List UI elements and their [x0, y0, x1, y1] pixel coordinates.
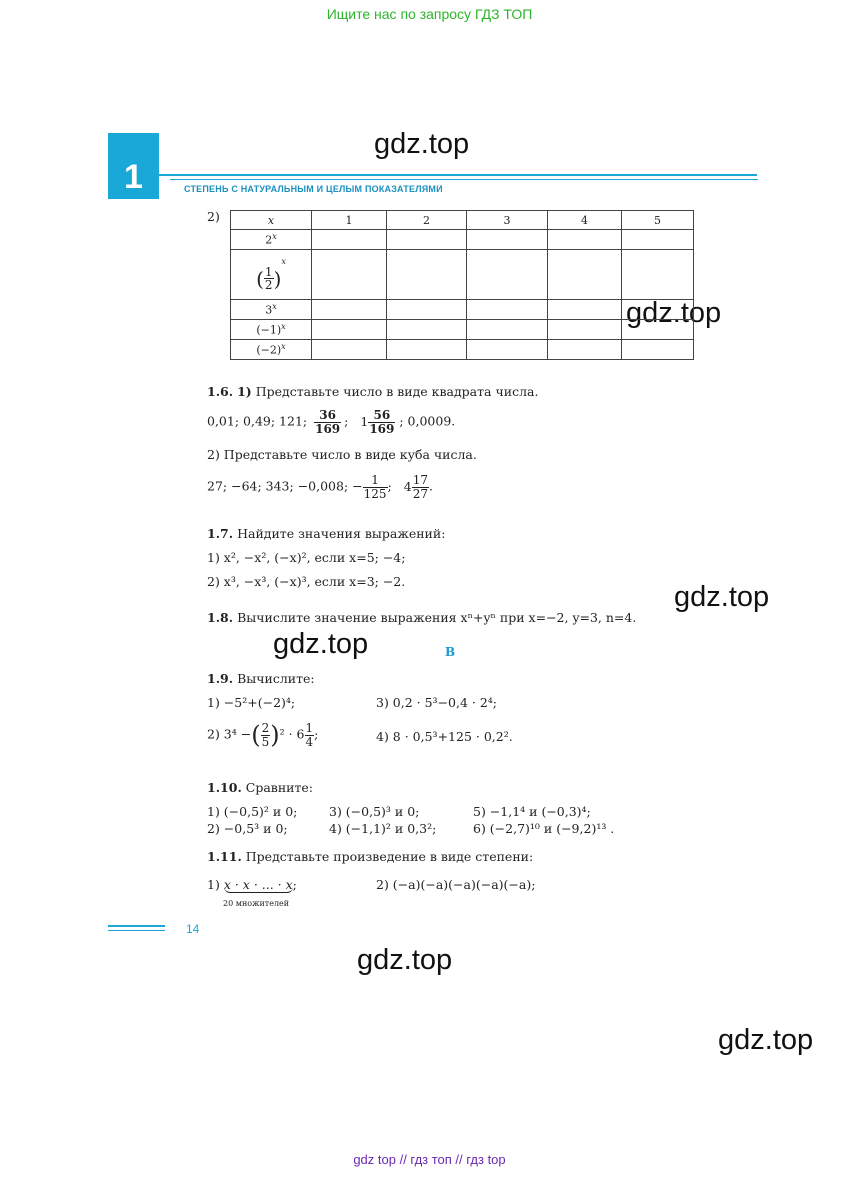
- exercise-1-9-item3: 3) 0,2 · 5³−0,4 · 2⁴;: [376, 695, 498, 710]
- table-header-cell: x: [231, 211, 312, 230]
- exercise-1-9-item4: 4) 8 · 0,5³+125 · 0,2².: [376, 729, 513, 744]
- watermark: gdz.top: [626, 297, 722, 329]
- table-row-label: ( $\frac{1}{2}$ )$^x$: [231, 250, 312, 300]
- exercise-1-7-line1: 1) x², −x², (−x)², если x=5; −4;: [207, 550, 406, 565]
- brace-caption: 20 множителей: [223, 899, 290, 908]
- exercise-1-6-part2: 2) Представьте число в виде куба числа.: [207, 447, 477, 462]
- footer-rule: [108, 930, 165, 931]
- exercise-1-8: 1.8. Вычислите значение выражения xⁿ+yⁿ при x=−2, y=3, n=4.: [207, 610, 637, 625]
- chapter-title: СТЕПЕНЬ С НАТУРАЛЬНЫМ И ЦЕЛЫМ ПОКАЗАТЕЛЯМИ: [184, 184, 443, 194]
- exercise-1-11-item1: 1) x · x · ... · x;: [207, 877, 297, 892]
- difficulty-level-label: B: [445, 645, 456, 659]
- exercise-1-9-item2: 2) 3⁴ −( $\frac{2}{5}$ )² · 6 $\frac{1}{4}$ ;: [207, 721, 319, 750]
- top-banner[interactable]: Ищите нас по запросу ГДЗ ТОП: [326, 6, 533, 22]
- watermark: gdz.top: [718, 1024, 814, 1056]
- table-header-cell: 2: [387, 211, 467, 230]
- chapter-number-badge: 1: [108, 133, 159, 199]
- exercise-1-11-heading: 1.11. Представьте произведение в виде степени:: [207, 849, 534, 864]
- exercise-1-10-item2: 2) −0,5³ и 0;: [207, 821, 288, 836]
- watermark: gdz.top: [357, 944, 453, 976]
- watermark: gdz.top: [273, 628, 369, 660]
- exercise-1-10-heading: 1.10. Сравните:: [207, 780, 314, 795]
- values-table: [230, 210, 694, 360]
- exercise-1-11-item2: 2) (−a)(−a)(−a)(−a)(−a);: [376, 877, 536, 892]
- exercise-1-6-line2: 27; −64; 343; −0,008; − $\frac{1}{125}$ ; 4 $\frac{17}{27}$ .: [207, 473, 433, 501]
- exercise-1-10-item1: 1) (−0,5)² и 0;: [207, 804, 298, 819]
- watermark: gdz.top: [674, 581, 770, 613]
- header-rule: [159, 174, 757, 176]
- exercise-1-9-heading: 1.9. Вычислите:: [207, 671, 315, 686]
- table-header-cell: 4: [548, 211, 622, 230]
- exercise-1-9-item1: 1) −5²+(−2)⁴;: [207, 695, 296, 710]
- page-number: 14: [186, 922, 200, 936]
- header-rule: [170, 179, 758, 180]
- table-label: 2): [207, 209, 220, 224]
- table-row-label: 3$^x$: [231, 300, 312, 320]
- exercise-1-10-item3: 3) (−0,5)³ и 0;: [329, 804, 420, 819]
- watermark: gdz.top: [374, 128, 470, 160]
- exercise-1-7-line2: 2) x³, −x³, (−x)³, если x=3; −2.: [207, 574, 406, 589]
- footer-links[interactable]: gdz top // гдз топ // гдз top: [353, 1152, 506, 1167]
- table-header-cell: 3: [467, 211, 548, 230]
- exercise-1-10-item5: 5) −1,1⁴ и (−0,3)⁴;: [473, 804, 591, 819]
- exercise-1-7-heading: 1.7. Найдите значения выражений:: [207, 526, 446, 541]
- table-row-label: $(-1)^x$: [231, 320, 312, 340]
- exercise-1-10-item6: 6) (−2,7)¹⁰ и (−9,2)¹³ .: [473, 821, 615, 836]
- exercise-1-6-heading: 1.6. 1) Представьте число в виде квадрата числа.: [207, 384, 539, 399]
- footer-rule: [108, 925, 165, 927]
- exercise-1-6-line1: 0,01; 0,49; 121; $\frac{36}{169}$ ; 1 $\frac{56}{169}$ ; 0,0009.: [207, 408, 456, 436]
- table-row-label: $(-2)^x$: [231, 340, 312, 360]
- table-row-label: 2$^x$: [231, 230, 312, 250]
- table-header-cell: 1: [312, 211, 387, 230]
- exercise-1-10-item4: 4) (−1,1)² и 0,3²;: [329, 821, 437, 836]
- table-header-cell: 5: [622, 211, 694, 230]
